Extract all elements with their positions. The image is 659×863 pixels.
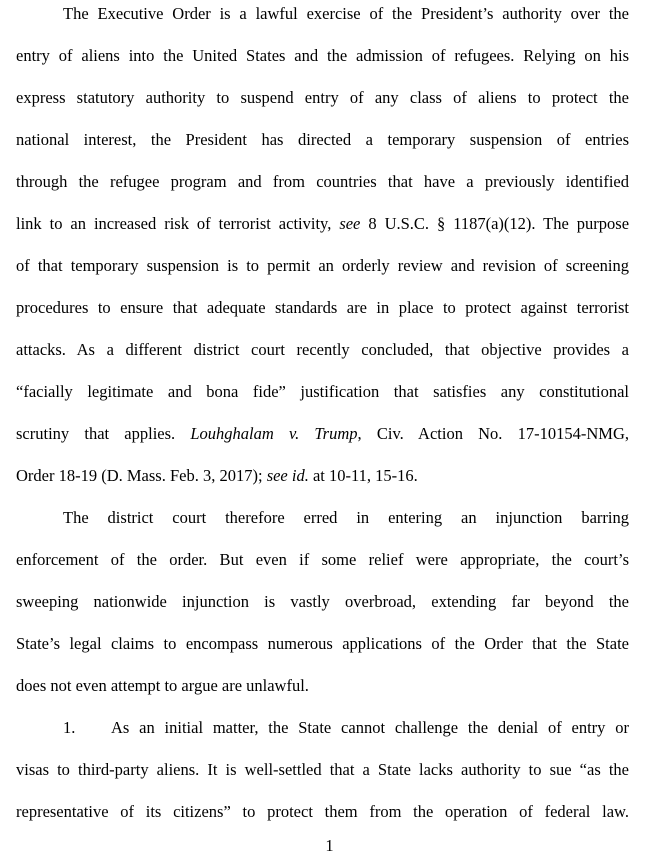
signal-see-id: see id. [266, 466, 309, 485]
line-11-text-c: , Civ. Action No. 17-10154-NMG, [357, 424, 629, 443]
paragraph-1-line-4: national interest, the President has directed a temporary suspension of entries [16, 130, 629, 149]
paragraph-2-line-2: enforcement of the order. But even if some relief were appropriate, the court’s [16, 550, 629, 569]
paragraph-1-line-1: The Executive Order is a lawful exercise of the President’s authority over the [63, 4, 629, 23]
paragraph-1-line-9: attacks. As a different district court recently concluded, that objective provides a [16, 340, 629, 359]
paragraph-1-line-3: express statutory authority to suspend entry of any class of aliens to protect the [16, 88, 629, 107]
line-6-text-a: link to an increased risk of terrorist activity, [16, 214, 332, 233]
paragraph-2-line-1: The district court therefore erred in entering an injunction barring [63, 508, 629, 527]
paragraph-1-line-7: of that temporary suspension is to permit an orderly review and revision of screening [16, 256, 629, 275]
line-12-text-a: Order 18-19 (D. Mass. Feb. 3, 2017); [16, 466, 263, 485]
signal-see: see [339, 214, 361, 233]
paragraph-2-line-5: does not even attempt to argue are unlawful. [16, 676, 309, 695]
paragraph-3-line-1-text: As an initial matter, the State cannot challenge the denial of entry or [111, 718, 629, 737]
paragraph-1-line-11 [16, 422, 629, 446]
line-11-text-a: scrutiny that applies. [16, 424, 176, 443]
paragraph-number: 1. [63, 718, 76, 737]
paragraph-2-line-3: sweeping nationwide injunction is vastly overbroad, extending far beyond the [16, 592, 629, 611]
paragraph-1-line-10: “facially legitimate and bona fide” justification that satisfies any constitutional [16, 382, 629, 401]
paragraph-3-line-3: representative of its citizens” to protect them from the operation of federal law. [16, 802, 629, 821]
line-6-text-c: 8 U.S.C. § 1187(a)(12). The purpose [368, 214, 630, 233]
paragraph-3-line-2: visas to third-party aliens. It is well-settled that a State lacks authority to sue “as the [16, 760, 629, 779]
line-12-text-c: at 10-11, 15-16. [312, 466, 418, 485]
paragraph-1-line-5: through the refugee program and from countries that have a previously identified [16, 172, 629, 191]
paragraph-2-line-4: State’s legal claims to encompass numerous applications of the Order that the State [16, 634, 629, 653]
page-number: 1 [325, 836, 334, 855]
paragraph-1-line-12 [16, 464, 629, 488]
paragraph-1-line-2: entry of aliens into the United States and the admission of refugees. Relying on his [16, 46, 629, 65]
document-page [16, 0, 629, 863]
paragraph-3-line-1 [16, 716, 629, 740]
paragraph-1-line-6 [16, 212, 629, 236]
paragraph-1-line-8: procedures to ensure that adequate standards are in place to protect against terrorist [16, 298, 629, 317]
case-citation: Louhghalam v. Trump [190, 424, 358, 443]
